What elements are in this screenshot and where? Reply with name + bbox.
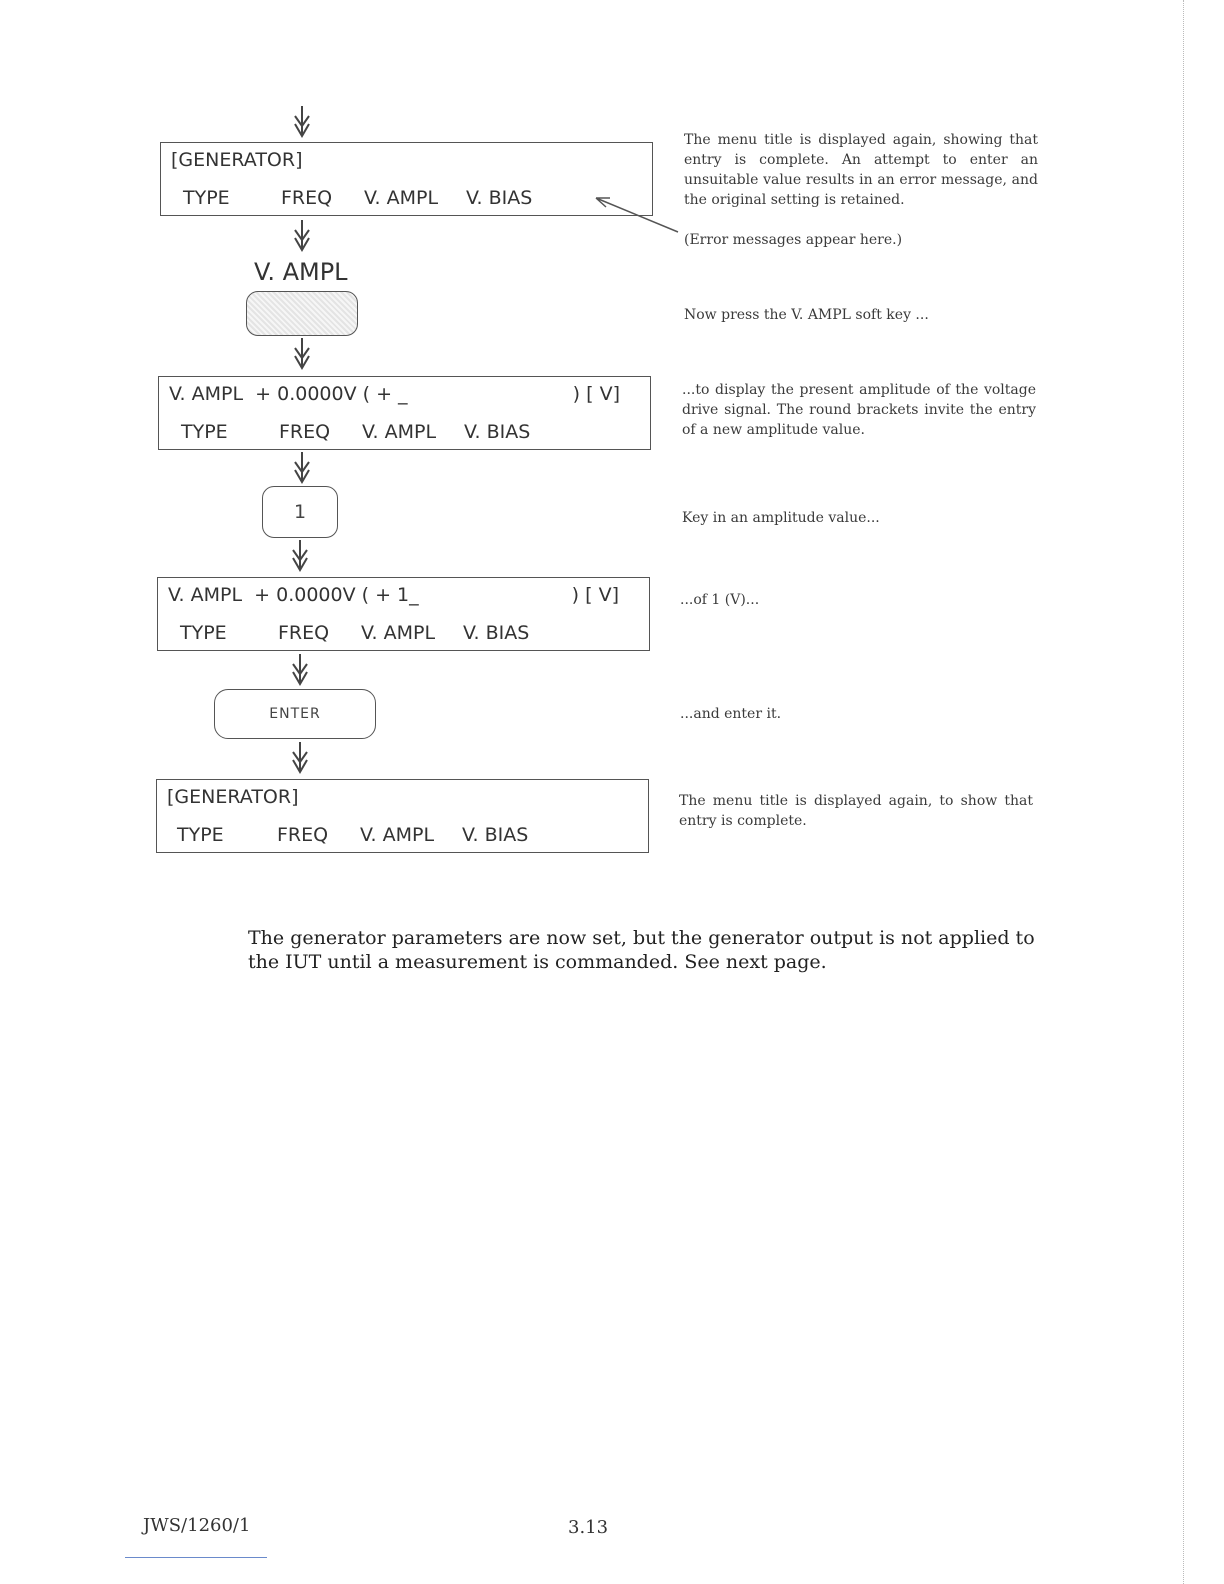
- display-line1: V. AMPL + 0.0000V ( + _: [169, 383, 408, 405]
- softkey-vampl: V. AMPL: [362, 421, 437, 443]
- softkey-freq: FREQ: [277, 824, 329, 846]
- note-press-softkey: Now press the V. AMPL soft key ...: [684, 307, 929, 323]
- display-line1: [GENERATOR]: [167, 786, 299, 808]
- softkey-type: TYPE: [183, 187, 230, 209]
- softkey-vbias: V. BIAS: [462, 824, 529, 846]
- note-entry-complete: The menu title is displayed again, to show that entry is complete.: [679, 793, 1033, 829]
- display-generator-menu-final: [156, 779, 649, 853]
- document-reference: JWS/1260/1: [143, 1515, 251, 1536]
- down-arrow-icon: [290, 540, 310, 572]
- softkey-name-label: V. AMPL: [254, 258, 348, 286]
- softkey-freq: FREQ: [279, 421, 331, 443]
- pointer-arrow-icon: [590, 192, 690, 237]
- down-arrow-icon: [292, 338, 312, 370]
- digit-1-key[interactable]: [262, 486, 338, 538]
- note-display-amplitude: ...to display the present amplitude of the voltage drive signal. The round brackets invite the entry of a new amplitude value.: [682, 382, 1036, 438]
- display-line1: [GENERATOR]: [171, 149, 303, 171]
- vampl-soft-key[interactable]: [246, 291, 358, 336]
- softkey-type: TYPE: [177, 824, 224, 846]
- note-key-in-value: Key in an amplitude value...: [682, 510, 880, 526]
- softkey-vampl: V. AMPL: [361, 622, 436, 644]
- softkey-vbias: V. BIAS: [464, 421, 531, 443]
- down-arrow-icon: [290, 654, 310, 686]
- body-paragraph: The generator parameters are now set, but the generator output is not applied to the IUT until a measurement is commanded. See next page.: [248, 927, 1035, 973]
- display-line1-unit: ) [ V]: [571, 584, 619, 606]
- enter-key-label: ENTER: [269, 706, 321, 722]
- softkey-freq: FREQ: [281, 187, 333, 209]
- footer-rule: [125, 1557, 267, 1558]
- margin-artifact: [1183, 0, 1186, 1584]
- softkey-type: TYPE: [181, 421, 228, 443]
- display-vampl-entry: [158, 376, 651, 450]
- note-error-messages: (Error messages appear here.): [684, 232, 903, 248]
- digit-1-key-label: 1: [293, 501, 307, 523]
- softkey-vbias: V. BIAS: [463, 622, 530, 644]
- display-vampl-entry-1: [157, 577, 650, 651]
- display-line1-unit: ) [ V]: [572, 383, 620, 405]
- down-arrow-icon: [290, 742, 310, 774]
- softkey-vbias: V. BIAS: [466, 187, 533, 209]
- page-number: 3.13: [568, 1517, 609, 1538]
- display-generator-menu: [160, 142, 653, 216]
- display-line1: V. AMPL + 0.0000V ( + 1_: [168, 584, 419, 606]
- enter-key[interactable]: [214, 689, 376, 739]
- softkey-vampl: V. AMPL: [364, 187, 439, 209]
- down-arrow-icon: [292, 220, 312, 252]
- softkey-vampl: V. AMPL: [360, 824, 435, 846]
- down-arrow-icon: [292, 106, 312, 138]
- note-enter-it: ...and enter it.: [680, 706, 782, 722]
- softkey-freq: FREQ: [278, 622, 330, 644]
- softkey-type: TYPE: [180, 622, 227, 644]
- down-arrow-icon: [292, 452, 312, 484]
- note-of-1v: ...of 1 (V)...: [680, 592, 760, 608]
- note-menu-title-again: The menu title is displayed again, showing that entry is complete. An attempt to enter an unsuitable value results in an error message, and the original setting is retained.: [684, 132, 1038, 208]
